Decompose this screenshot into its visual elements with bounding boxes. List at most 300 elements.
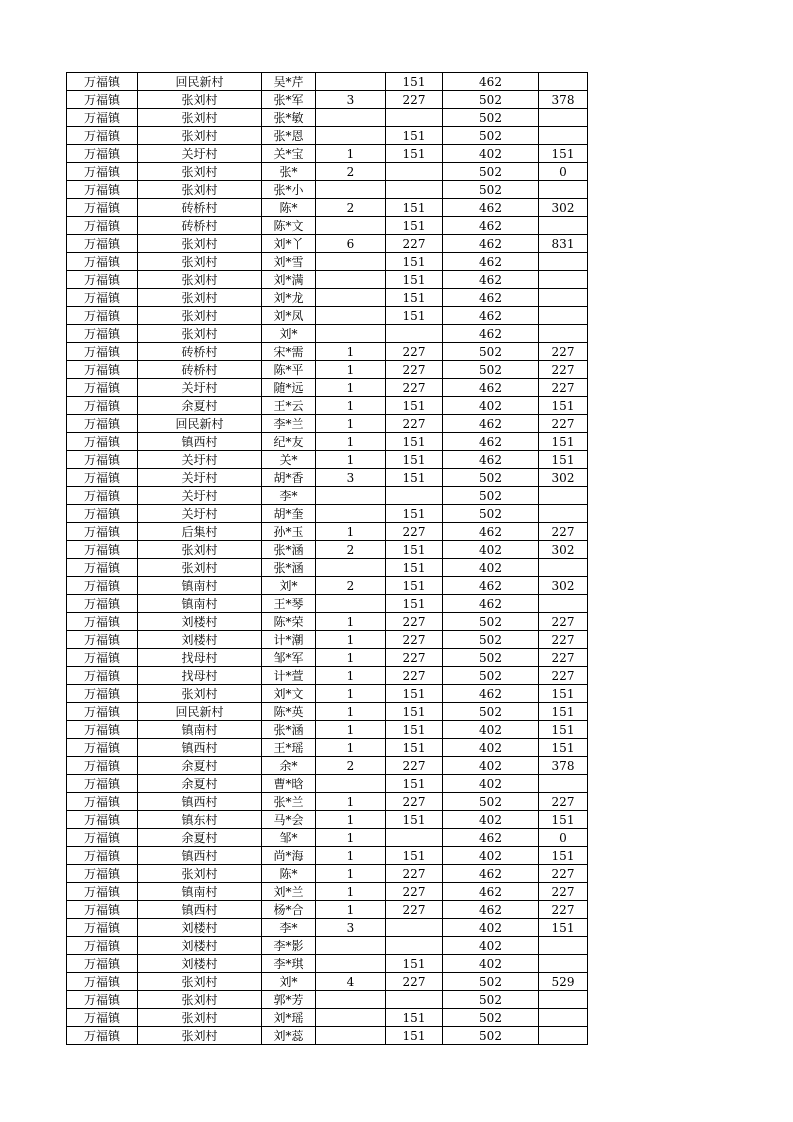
total-cell	[539, 181, 588, 199]
count-cell: 6	[316, 235, 386, 253]
amount-a-cell: 151	[386, 397, 443, 415]
table-row	[67, 541, 588, 559]
amount-b-cell: 502	[443, 361, 539, 379]
table-row	[67, 883, 588, 901]
count-cell: 1	[316, 739, 386, 757]
table-row	[67, 721, 588, 739]
total-cell: 227	[539, 793, 588, 811]
count-cell: 1	[316, 667, 386, 685]
amount-b-cell: 502	[443, 793, 539, 811]
town-cell: 万福镇	[67, 1027, 138, 1045]
total-cell: 227	[539, 649, 588, 667]
town-cell: 万福镇	[67, 901, 138, 919]
count-cell: 3	[316, 919, 386, 937]
town-cell: 万福镇	[67, 631, 138, 649]
count-cell: 1	[316, 613, 386, 631]
amount-a-cell: 151	[386, 73, 443, 91]
total-cell	[539, 217, 588, 235]
total-cell	[539, 73, 588, 91]
table-row	[67, 973, 588, 991]
amount-b-cell: 402	[443, 397, 539, 415]
amount-b-cell: 502	[443, 91, 539, 109]
count-cell: 1	[316, 883, 386, 901]
village-cell: 关圩村	[138, 379, 262, 397]
count-cell: 1	[316, 415, 386, 433]
count-cell	[316, 559, 386, 577]
table-row	[67, 811, 588, 829]
amount-b-cell: 502	[443, 631, 539, 649]
name-cell: 宋*需	[262, 343, 316, 361]
table-row	[67, 757, 588, 775]
town-cell: 万福镇	[67, 793, 138, 811]
amount-b-cell: 402	[443, 559, 539, 577]
name-cell: 李*	[262, 487, 316, 505]
name-cell: 陈*文	[262, 217, 316, 235]
total-cell	[539, 559, 588, 577]
town-cell: 万福镇	[67, 109, 138, 127]
amount-a-cell: 227	[386, 973, 443, 991]
village-cell: 张刘村	[138, 289, 262, 307]
amount-b-cell: 502	[443, 163, 539, 181]
amount-b-cell: 502	[443, 667, 539, 685]
table-row	[67, 613, 588, 631]
name-cell: 张*恩	[262, 127, 316, 145]
amount-b-cell: 502	[443, 613, 539, 631]
amount-b-cell: 402	[443, 541, 539, 559]
village-cell: 砖桥村	[138, 199, 262, 217]
amount-a-cell	[386, 487, 443, 505]
name-cell: 郭*芳	[262, 991, 316, 1009]
total-cell: 831	[539, 235, 588, 253]
amount-b-cell: 502	[443, 703, 539, 721]
name-cell: 胡*香	[262, 469, 316, 487]
name-cell: 刘*瑶	[262, 1009, 316, 1027]
table-row	[67, 685, 588, 703]
name-cell: 张*军	[262, 91, 316, 109]
name-cell: 陈*	[262, 865, 316, 883]
amount-a-cell: 227	[386, 901, 443, 919]
village-cell: 关圩村	[138, 145, 262, 163]
village-cell: 镇南村	[138, 883, 262, 901]
name-cell: 刘*雪	[262, 253, 316, 271]
total-cell	[539, 271, 588, 289]
total-cell: 227	[539, 361, 588, 379]
total-cell: 302	[539, 199, 588, 217]
amount-a-cell: 151	[386, 253, 443, 271]
town-cell: 万福镇	[67, 379, 138, 397]
amount-b-cell: 462	[443, 451, 539, 469]
count-cell	[316, 307, 386, 325]
amount-a-cell: 151	[386, 559, 443, 577]
village-cell: 找母村	[138, 649, 262, 667]
amount-a-cell: 227	[386, 343, 443, 361]
name-cell: 孙*玉	[262, 523, 316, 541]
town-cell: 万福镇	[67, 883, 138, 901]
name-cell: 张*小	[262, 181, 316, 199]
town-cell: 万福镇	[67, 127, 138, 145]
total-cell: 227	[539, 883, 588, 901]
total-cell: 151	[539, 685, 588, 703]
village-cell: 镇南村	[138, 577, 262, 595]
town-cell: 万福镇	[67, 577, 138, 595]
count-cell: 1	[316, 397, 386, 415]
name-cell: 陈*英	[262, 703, 316, 721]
total-cell	[539, 487, 588, 505]
count-cell: 1	[316, 649, 386, 667]
table-row	[67, 91, 588, 109]
name-cell: 张*敏	[262, 109, 316, 127]
amount-b-cell: 402	[443, 757, 539, 775]
amount-b-cell: 462	[443, 307, 539, 325]
name-cell: 计*潮	[262, 631, 316, 649]
name-cell: 曹*晗	[262, 775, 316, 793]
amount-b-cell: 502	[443, 469, 539, 487]
name-cell: 陈*平	[262, 361, 316, 379]
table-row	[67, 433, 588, 451]
town-cell: 万福镇	[67, 469, 138, 487]
village-cell: 张刘村	[138, 685, 262, 703]
name-cell: 胡*奎	[262, 505, 316, 523]
village-cell: 镇西村	[138, 433, 262, 451]
total-cell: 227	[539, 613, 588, 631]
table-row	[67, 343, 588, 361]
amount-a-cell: 151	[386, 307, 443, 325]
count-cell: 2	[316, 577, 386, 595]
amount-a-cell: 151	[386, 541, 443, 559]
amount-b-cell: 462	[443, 235, 539, 253]
table-row	[67, 361, 588, 379]
table-row	[67, 379, 588, 397]
total-cell: 227	[539, 667, 588, 685]
village-cell: 镇东村	[138, 811, 262, 829]
amount-a-cell: 227	[386, 649, 443, 667]
amount-b-cell: 462	[443, 289, 539, 307]
count-cell: 2	[316, 757, 386, 775]
total-cell	[539, 289, 588, 307]
table-row	[67, 271, 588, 289]
village-cell: 镇西村	[138, 739, 262, 757]
total-cell	[539, 127, 588, 145]
count-cell	[316, 1027, 386, 1045]
town-cell: 万福镇	[67, 991, 138, 1009]
village-cell: 张刘村	[138, 109, 262, 127]
total-cell: 302	[539, 541, 588, 559]
amount-a-cell: 151	[386, 433, 443, 451]
amount-a-cell: 227	[386, 613, 443, 631]
town-cell: 万福镇	[67, 163, 138, 181]
village-cell: 刘楼村	[138, 631, 262, 649]
total-cell: 302	[539, 469, 588, 487]
amount-a-cell	[386, 829, 443, 847]
amount-b-cell: 502	[443, 649, 539, 667]
amount-a-cell: 151	[386, 145, 443, 163]
amount-b-cell: 462	[443, 379, 539, 397]
village-cell: 张刘村	[138, 181, 262, 199]
amount-a-cell: 151	[386, 469, 443, 487]
village-cell: 关圩村	[138, 505, 262, 523]
table-row	[67, 289, 588, 307]
town-cell: 万福镇	[67, 289, 138, 307]
village-cell: 刘楼村	[138, 919, 262, 937]
count-cell: 1	[316, 685, 386, 703]
amount-b-cell: 462	[443, 325, 539, 343]
town-cell: 万福镇	[67, 73, 138, 91]
town-cell: 万福镇	[67, 415, 138, 433]
amount-a-cell: 227	[386, 523, 443, 541]
village-cell: 镇西村	[138, 901, 262, 919]
name-cell: 刘*文	[262, 685, 316, 703]
amount-b-cell: 502	[443, 991, 539, 1009]
table-row	[67, 109, 588, 127]
total-cell: 151	[539, 145, 588, 163]
count-cell: 1	[316, 379, 386, 397]
name-cell: 尚*海	[262, 847, 316, 865]
count-cell	[316, 595, 386, 613]
amount-a-cell	[386, 991, 443, 1009]
total-cell: 227	[539, 379, 588, 397]
amount-b-cell: 402	[443, 775, 539, 793]
count-cell	[316, 505, 386, 523]
total-cell: 151	[539, 397, 588, 415]
total-cell	[539, 505, 588, 523]
village-cell: 张刘村	[138, 253, 262, 271]
town-cell: 万福镇	[67, 235, 138, 253]
village-cell: 张刘村	[138, 973, 262, 991]
count-cell: 1	[316, 145, 386, 163]
town-cell: 万福镇	[67, 919, 138, 937]
name-cell: 李*	[262, 919, 316, 937]
total-cell: 378	[539, 91, 588, 109]
amount-b-cell: 462	[443, 523, 539, 541]
count-cell: 1	[316, 865, 386, 883]
amount-a-cell: 151	[386, 199, 443, 217]
total-cell	[539, 253, 588, 271]
name-cell: 王*瑶	[262, 739, 316, 757]
name-cell: 李*影	[262, 937, 316, 955]
total-cell: 227	[539, 523, 588, 541]
count-cell: 2	[316, 541, 386, 559]
amount-a-cell: 151	[386, 955, 443, 973]
town-cell: 万福镇	[67, 865, 138, 883]
table-row	[67, 667, 588, 685]
village-cell: 镇西村	[138, 847, 262, 865]
count-cell: 1	[316, 343, 386, 361]
town-cell: 万福镇	[67, 487, 138, 505]
amount-b-cell: 402	[443, 919, 539, 937]
town-cell: 万福镇	[67, 703, 138, 721]
village-cell: 关圩村	[138, 469, 262, 487]
amount-a-cell	[386, 163, 443, 181]
amount-a-cell: 227	[386, 631, 443, 649]
name-cell: 刘*	[262, 577, 316, 595]
amount-b-cell: 502	[443, 1027, 539, 1045]
name-cell: 刘*龙	[262, 289, 316, 307]
amount-b-cell: 502	[443, 1009, 539, 1027]
count-cell	[316, 271, 386, 289]
town-cell: 万福镇	[67, 1009, 138, 1027]
name-cell: 关*宝	[262, 145, 316, 163]
name-cell: 刘*丫	[262, 235, 316, 253]
amount-b-cell: 462	[443, 883, 539, 901]
town-cell: 万福镇	[67, 451, 138, 469]
town-cell: 万福镇	[67, 829, 138, 847]
amount-b-cell: 402	[443, 721, 539, 739]
amount-a-cell: 151	[386, 1009, 443, 1027]
name-cell: 刘*兰	[262, 883, 316, 901]
town-cell: 万福镇	[67, 199, 138, 217]
table-row	[67, 577, 588, 595]
amount-a-cell: 151	[386, 127, 443, 145]
table-row	[67, 253, 588, 271]
count-cell	[316, 991, 386, 1009]
name-cell: 关*	[262, 451, 316, 469]
total-cell: 227	[539, 865, 588, 883]
table-row	[67, 145, 588, 163]
table-row	[67, 523, 588, 541]
count-cell: 1	[316, 721, 386, 739]
count-cell: 1	[316, 523, 386, 541]
count-cell: 1	[316, 703, 386, 721]
town-cell: 万福镇	[67, 739, 138, 757]
village-cell: 张刘村	[138, 271, 262, 289]
town-cell: 万福镇	[67, 757, 138, 775]
name-cell: 李*琪	[262, 955, 316, 973]
total-cell	[539, 1009, 588, 1027]
amount-b-cell: 462	[443, 865, 539, 883]
count-cell: 3	[316, 91, 386, 109]
count-cell	[316, 955, 386, 973]
table-row	[67, 739, 588, 757]
name-cell: 陈*荣	[262, 613, 316, 631]
town-cell: 万福镇	[67, 685, 138, 703]
name-cell: 刘*	[262, 973, 316, 991]
village-cell: 回民新村	[138, 703, 262, 721]
amount-a-cell: 227	[386, 91, 443, 109]
amount-b-cell: 402	[443, 145, 539, 163]
town-cell: 万福镇	[67, 847, 138, 865]
total-cell: 151	[539, 847, 588, 865]
village-cell: 张刘村	[138, 91, 262, 109]
total-cell	[539, 325, 588, 343]
table-row	[67, 919, 588, 937]
amount-b-cell: 502	[443, 505, 539, 523]
amount-b-cell: 502	[443, 109, 539, 127]
table-row	[67, 217, 588, 235]
count-cell: 1	[316, 847, 386, 865]
total-cell: 227	[539, 415, 588, 433]
village-cell: 张刘村	[138, 127, 262, 145]
count-cell	[316, 127, 386, 145]
town-cell: 万福镇	[67, 307, 138, 325]
amount-a-cell: 227	[386, 379, 443, 397]
count-cell	[316, 325, 386, 343]
count-cell: 1	[316, 361, 386, 379]
table-row	[67, 595, 588, 613]
table-row	[67, 73, 588, 91]
total-cell	[539, 991, 588, 1009]
table-body	[67, 73, 588, 1045]
town-cell: 万福镇	[67, 955, 138, 973]
village-cell: 张刘村	[138, 235, 262, 253]
village-cell: 张刘村	[138, 1027, 262, 1045]
total-cell: 0	[539, 829, 588, 847]
total-cell: 529	[539, 973, 588, 991]
amount-b-cell: 502	[443, 181, 539, 199]
count-cell: 1	[316, 793, 386, 811]
amount-b-cell: 462	[443, 217, 539, 235]
amount-a-cell: 227	[386, 361, 443, 379]
town-cell: 万福镇	[67, 181, 138, 199]
amount-b-cell: 402	[443, 739, 539, 757]
village-cell: 回民新村	[138, 415, 262, 433]
total-cell: 151	[539, 703, 588, 721]
name-cell: 杨*合	[262, 901, 316, 919]
table-row	[67, 847, 588, 865]
amount-a-cell: 227	[386, 793, 443, 811]
amount-a-cell	[386, 937, 443, 955]
name-cell: 陈*	[262, 199, 316, 217]
town-cell: 万福镇	[67, 721, 138, 739]
amount-a-cell: 151	[386, 703, 443, 721]
count-cell: 2	[316, 199, 386, 217]
name-cell: 张*涵	[262, 721, 316, 739]
town-cell: 万福镇	[67, 361, 138, 379]
amount-a-cell	[386, 181, 443, 199]
amount-a-cell: 151	[386, 217, 443, 235]
village-cell: 砖桥村	[138, 217, 262, 235]
village-cell: 镇南村	[138, 721, 262, 739]
count-cell	[316, 937, 386, 955]
total-cell: 227	[539, 901, 588, 919]
table-row	[67, 199, 588, 217]
amount-a-cell: 151	[386, 721, 443, 739]
amount-a-cell: 151	[386, 577, 443, 595]
table-row	[67, 127, 588, 145]
count-cell: 1	[316, 829, 386, 847]
town-cell: 万福镇	[67, 505, 138, 523]
amount-b-cell: 462	[443, 415, 539, 433]
name-cell: 邹*军	[262, 649, 316, 667]
total-cell: 378	[539, 757, 588, 775]
table-row	[67, 955, 588, 973]
table-row	[67, 397, 588, 415]
amount-b-cell: 502	[443, 127, 539, 145]
amount-b-cell: 462	[443, 577, 539, 595]
name-cell: 王*云	[262, 397, 316, 415]
amount-b-cell: 502	[443, 973, 539, 991]
amount-a-cell: 227	[386, 757, 443, 775]
total-cell: 151	[539, 433, 588, 451]
amount-b-cell: 402	[443, 847, 539, 865]
village-cell: 余夏村	[138, 397, 262, 415]
amount-a-cell: 227	[386, 235, 443, 253]
total-cell	[539, 775, 588, 793]
name-cell: 随*远	[262, 379, 316, 397]
amount-a-cell: 227	[386, 667, 443, 685]
amount-b-cell: 502	[443, 343, 539, 361]
count-cell	[316, 487, 386, 505]
village-cell: 张刘村	[138, 307, 262, 325]
count-cell	[316, 73, 386, 91]
table-row	[67, 415, 588, 433]
village-cell: 余夏村	[138, 757, 262, 775]
amount-b-cell: 462	[443, 685, 539, 703]
town-cell: 万福镇	[67, 145, 138, 163]
village-cell: 刘楼村	[138, 937, 262, 955]
count-cell: 1	[316, 433, 386, 451]
table-row	[67, 181, 588, 199]
amount-a-cell: 151	[386, 595, 443, 613]
